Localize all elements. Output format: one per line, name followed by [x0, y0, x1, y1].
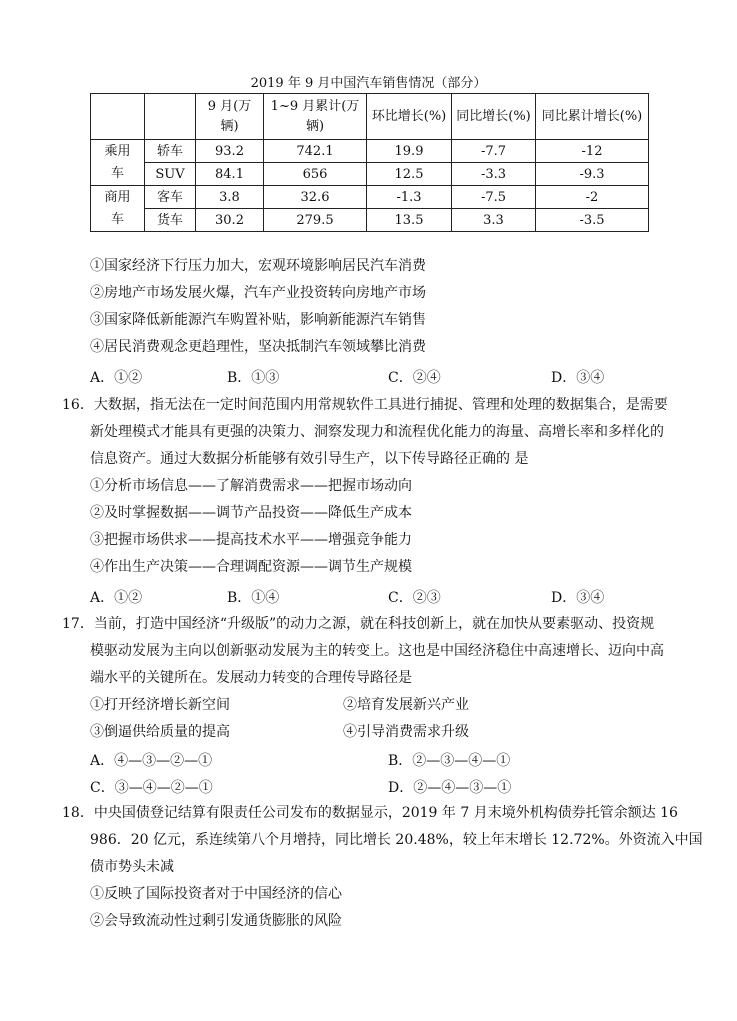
value-cell: 13.5 — [367, 209, 452, 232]
q15-option-c[interactable]: C．②④ — [388, 370, 441, 386]
q15-item-4: ④居民消费观念更趋理性，坚决抵制汽车领域攀比消费 — [90, 339, 426, 355]
table-row — [91, 140, 649, 163]
value-cell: -7.7 — [452, 140, 536, 163]
q17-stem-line-3: 端水平的关键所在。发展动力转变的合理传导路径是 — [90, 670, 412, 686]
header-cell: 1~9 月累计(万 辆) — [264, 94, 367, 140]
group-label: 乘用 车 — [91, 140, 145, 186]
q16-stem-line-1: 16．大数据，指无法在一定时间范围内用常规软件工具进行捕捉、管理和处理的数据集合，是需要 — [62, 397, 668, 413]
header-cell — [145, 94, 196, 140]
q15-option-b[interactable]: B．①③ — [227, 370, 280, 386]
q17-stem-line-1: 17．当前，打造中国经济“升级版”的动力之源，就在科技创新上，就在加快从要素驱动、投资规 — [62, 616, 655, 632]
value-cell: 19.9 — [367, 140, 452, 163]
q16-item-2: ②及时掌握数据——调节产品投资——降低生产成本 — [90, 505, 412, 521]
q16-stem-line-2: 新处理模式才能具有更强的决策力、洞察发现力和流程优化能力的海量、高增长率和多样化的 — [90, 424, 664, 440]
header-cell: 同比累计增长(%) — [536, 94, 649, 140]
q16-item-1: ①分析市场信息——了解消费需求——把握市场动向 — [90, 478, 412, 494]
value-cell: -1.3 — [367, 186, 452, 209]
q18-item-2: ②会导致流动性过剩引发通货膨胀的风险 — [90, 913, 342, 929]
q17-option-a[interactable]: A．④—③—②—① — [90, 753, 213, 769]
value-cell: -9.3 — [536, 163, 649, 186]
type-cell: 客车 — [145, 186, 196, 209]
value-cell: 12.5 — [367, 163, 452, 186]
type-cell: 货车 — [145, 209, 196, 232]
header-cell: 同比增长(%) — [452, 94, 536, 140]
value-cell: -7.5 — [452, 186, 536, 209]
type-cell: 轿车 — [145, 140, 196, 163]
group-label: 商用 车 — [91, 186, 145, 232]
q15-option-d[interactable]: D．③④ — [551, 370, 605, 386]
q17-option-b[interactable]: B．②—③—④—① — [388, 753, 511, 769]
q16-item-3: ③把握市场供求——提高技术水平——增强竞争能力 — [90, 532, 412, 548]
q16-option-d[interactable]: D．③④ — [551, 590, 605, 606]
q16-option-b[interactable]: B．①④ — [227, 590, 280, 606]
q18-stem-line-2: 986．20 亿元，系连续第八个月增持，同比增长 20.48%，较上年末增长 12.72%。外资流入中国 — [90, 832, 703, 848]
header-cell — [91, 94, 145, 140]
value-cell: -12 — [536, 140, 649, 163]
q17-stem-line-2: 模驱动发展为主向以创新驱动发展为主的转变上。这也是中国经济稳住中高速增长、迈向中高 — [90, 643, 664, 659]
header-cell: 环比增长(%) — [367, 94, 452, 140]
value-cell: 656 — [264, 163, 367, 186]
value-cell: 3.8 — [196, 186, 264, 209]
q16-item-4: ④作出生产决策——合理调配资源——调节生产规模 — [90, 559, 412, 575]
value-cell: 84.1 — [196, 163, 264, 186]
q15-option-a[interactable]: A．①② — [90, 370, 143, 386]
table-header-row — [91, 94, 649, 140]
q18-stem-line-3: 债市势头未减 — [90, 859, 174, 875]
value-cell: 30.2 — [196, 209, 264, 232]
q17-item-3: ③倒逼供给质量的提高 — [90, 724, 230, 740]
value-cell: 93.2 — [196, 140, 264, 163]
q18-item-1: ①反映了国际投资者对于中国经济的信心 — [90, 886, 342, 902]
q17-option-c[interactable]: C．③—④—②—① — [90, 780, 213, 796]
q17-item-1: ①打开经济增长新空间 — [90, 697, 230, 713]
header-cell: 9 月(万 辆) — [196, 94, 264, 140]
table-row — [91, 209, 649, 232]
q17-option-d[interactable]: D．②—④—③—① — [388, 780, 512, 796]
q16-stem-line-3: 信息资产。通过大数据分析能够有效引导生产，以下传导路径正确的 是 — [90, 451, 529, 467]
value-cell: -3.3 — [452, 163, 536, 186]
value-cell: 742.1 — [264, 140, 367, 163]
table-row — [91, 163, 649, 186]
q18-stem-line-1: 18．中央国债登记结算有限责任公司发布的数据显示，2019 年 7 月末境外机构债券托管余额达 16 — [62, 805, 678, 821]
type-cell: SUV — [145, 163, 196, 186]
q17-item-2: ②培育发展新兴产业 — [343, 697, 469, 713]
value-cell: 3.3 — [452, 209, 536, 232]
car-sales-table — [90, 93, 649, 232]
q15-item-1: ①国家经济下行压力加大，宏观环境影响居民汽车消费 — [90, 258, 426, 274]
q16-option-c[interactable]: C．②③ — [388, 590, 441, 606]
q15-item-3: ③国家降低新能源汽车购置补贴，影响新能源汽车销售 — [90, 312, 426, 328]
q17-item-4: ④引导消费需求升级 — [343, 724, 469, 740]
table-row — [91, 186, 649, 209]
table-title: 2019 年 9 月中国汽车销售情况（部分） — [250, 76, 487, 91]
q15-item-2: ②房地产市场发展火爆，汽车产业投资转向房地产市场 — [90, 285, 426, 301]
value-cell: -2 — [536, 186, 649, 209]
value-cell: -3.5 — [536, 209, 649, 232]
value-cell: 32.6 — [264, 186, 367, 209]
value-cell: 279.5 — [264, 209, 367, 232]
q16-option-a[interactable]: A．①② — [90, 590, 143, 606]
